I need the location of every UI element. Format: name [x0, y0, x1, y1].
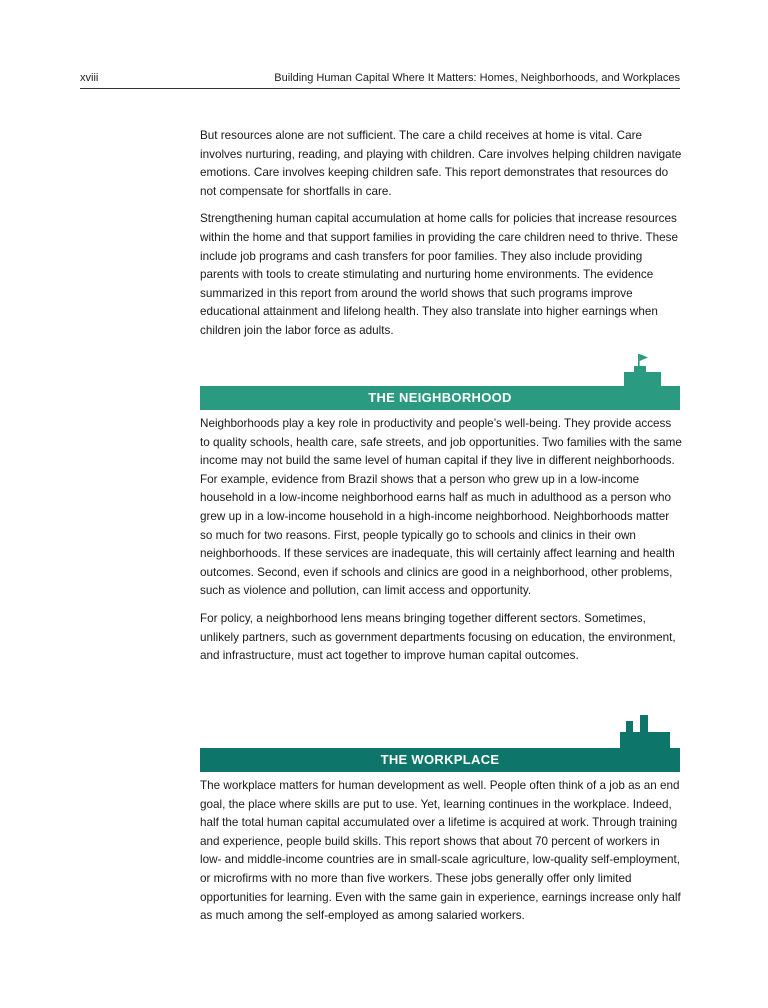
running-title: Building Human Capital Where It Matters: Homes, Neighborhoods, and Workplaces: [274, 72, 680, 84]
workplace-heading: THE WORKPLACE: [380, 752, 500, 767]
intro-paragraph-2: Strengthening human capital accumulation at home calls for policies that increase resources within the home and that support families in providing the care children need to thrive. These include job programs and cash transfers for poor families. They also include providing parents with tools to create stimulating and nurturing home environments. The evidence summarized in this report from around the world shows that such programs improve educational attainment and lifelong health. They also translate into higher earnings when children join the labor force as adults.: [200, 212, 678, 337]
intro-section: [200, 127, 682, 341]
buildings-skyline-icon: [618, 715, 680, 749]
neighborhood-heading-band: [200, 386, 680, 410]
workplace-paragraph-1: The workplace matters for human development as well. People often think of a job as an end goal, the place where skills are put to use. Yet, learning continues in the workplace. Indeed, half the total human capital accumulated over a lifetime is acquired at work. Through training and experience, people build skills. This report shows that about 70 percent of workers in low- and middle-income countries are in small-scale agriculture, low-quality self-employment, or microfirms with no more than five workers. These jobs generally offer only limited opportunities for learning. Even with the same gain in experience, earnings increase only half as much among the self-employed as among salaried workers.: [200, 779, 681, 923]
neighborhood-paragraph-1: Neighborhoods play a key role in productivity and people’s well-being. They provide access to quality schools, health care, safe streets, and job opportunities. Two families with the same income may not build the same level of human capital if they live in different neighborhoods. For example, evidence from Brazil shows that a person who grew up in a low-income household in a low-income neighborhood earns half as much in adulthood as a person who grew up in a low-income household in a high-income neighborhood. Neighborhoods matter so much for two reasons. First, people typically go to schools and clinics in their own neighborhoods. If these services are inadequate, this will certainly affect learning and health outcomes. Second, even if schools and clinics are good in a neighborhood, other problems, such as violence and pollution, can limit access and opportunity.: [200, 417, 682, 598]
intro-paragraph-1: But resources alone are not sufficient. The care a child receives at home is vital. Care involves nurturing, reading, and playing with children. Care involves helping children navigate emotions. Care involves keeping children safe. This report demonstrates that resources do not compensate for shortfalls in care.: [200, 129, 682, 198]
running-head: [80, 70, 680, 88]
neighborhood-section: [200, 415, 682, 666]
neighborhood-paragraph-2: For policy, a neighborhood lens means bringing together different sectors. Sometimes, unlikely partners, such as government departments focusing on education, the environment, and infrastructure, must act together to improve human capital outcomes.: [200, 611, 676, 663]
page-number: xviii: [80, 72, 99, 84]
flag-building-icon: [622, 352, 662, 388]
workplace-heading-band: [200, 748, 680, 772]
header-rule: [80, 88, 680, 89]
neighborhood-heading: THE NEIGHBORHOOD: [368, 390, 512, 405]
workplace-section: [200, 777, 682, 926]
